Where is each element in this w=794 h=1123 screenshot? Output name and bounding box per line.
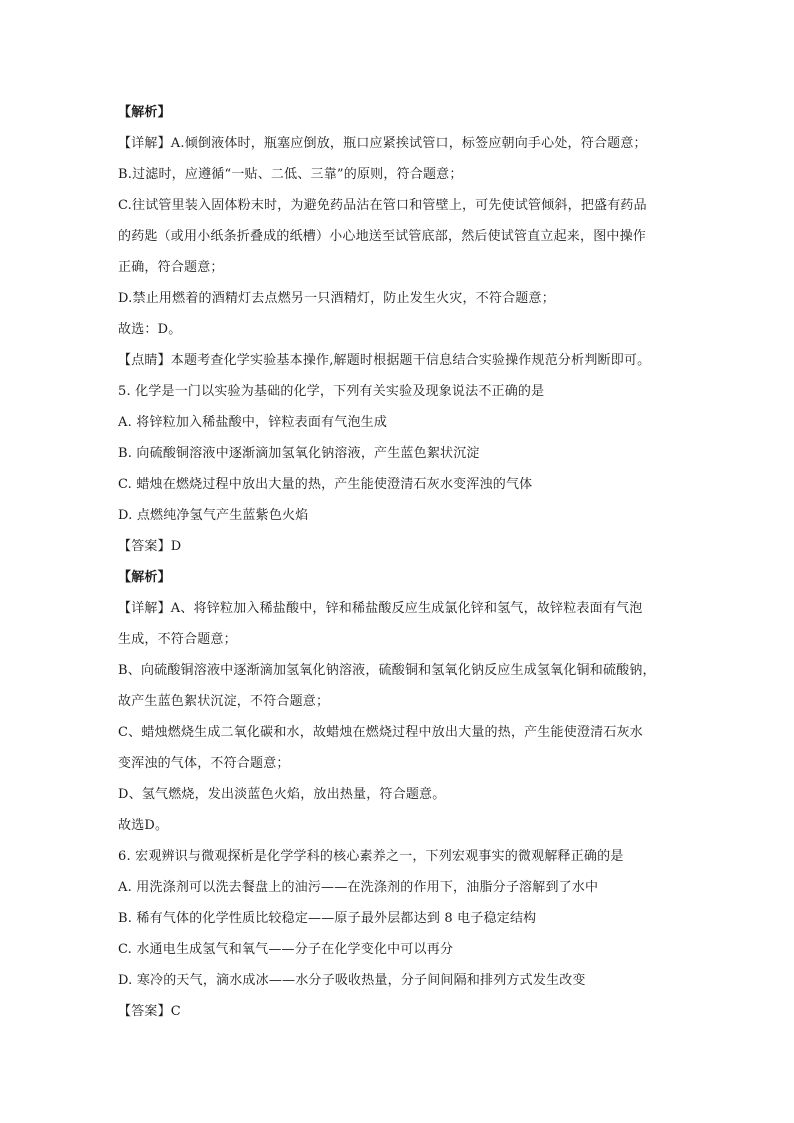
question-6-stem: 6. 宏观辨识与微观探析是化学学科的核心素养之一，下列宏观事实的微观解释正确的是 (118, 849, 624, 864)
question-6-option-c: C. 水通电生成氢气和氧气——分子在化学变化中可以再分 (118, 942, 454, 957)
analysis-heading-2: 【解析】 (118, 570, 171, 585)
question-5-answer: 【答案】D (118, 539, 182, 554)
question-6-option-a: A. 用洗涤剂可以洗去餐盘上的油污——在洗涤剂的作用下，油脂分子溶解到了水中 (118, 880, 599, 895)
detail-5-d: D、氢气燃烧，发出淡蓝色火焰，放出热量，符合题意。 (118, 787, 446, 802)
detail-5-b2: 故产生蓝色絮状沉淀，不符合题意； (118, 694, 330, 709)
detail-5-b1: B、向硫酸铜溶液中逐渐滴加氢氧化钠溶液，硫酸铜和氢氧化钠反应生成氢氧化铜和硫酸钠， (118, 663, 656, 678)
detail-line-b: B.过滤时，应遵循“一贴、二低、三靠”的原则，符合题意； (118, 167, 463, 182)
analysis-heading: 【解析】 (118, 105, 171, 120)
detail-5-c1: C、蜡烛燃烧生成二氧化碳和水，故蜡烛在燃烧过程中放出大量的热，产生能使澄清石灰水 (118, 725, 643, 740)
choice-line-2: 故选D。 (118, 818, 169, 833)
question-6-option-d: D. 寒冷的天气，滴水成冰——水分子吸收热量，分子间间隔和排列方式发生改变 (118, 973, 586, 988)
question-6-answer: 【答案】C (118, 1004, 181, 1019)
detail-line-a: 【详解】A.倾倒液体时，瓶塞应倒放，瓶口应紧挨试管口，标签应朝向手心处，符合题意； (118, 136, 647, 151)
question-5-stem: 5. 化学是一门以实验为基础的化学，下列有关实验及现象说法不正确的是 (118, 384, 545, 399)
detail-line-c3: 正确，符合题意； (118, 260, 224, 275)
detail-line-c2: 的药匙（或用小纸条折叠成的纸槽）小心地送至试管底部，然后使试管直立起来，图中操作 (118, 229, 647, 244)
detail-5-c2: 变浑浊的气体，不符合题意； (118, 756, 290, 771)
detail-line-d: D.禁止用燃着的酒精灯去点燃另一只酒精灯，防止发生火灾，不符合题意； (118, 291, 555, 306)
detail-line-c1: C.往试管里装入固体粉末时，为避免药品沾在管口和管壁上，可先使试管倾斜，把盛有药品 (118, 198, 647, 213)
question-5-option-c: C. 蜡烛在燃烧过程中放出大量的热，产生能使澄清石灰水变浑浊的气体 (118, 477, 533, 492)
choice-line: 故选：D。 (118, 322, 182, 337)
question-6-option-b: B. 稀有气体的化学性质比较稳定——原子最外层都达到 8 电子稳定结构 (118, 911, 537, 926)
detail-5-a1: 【详解】A、将锌粒加入稀盐酸中，锌和稀盐酸反应生成氯化锌和氢气，故锌粒表面有气泡 (118, 601, 643, 616)
question-5-option-b: B. 向硫酸铜溶液中逐渐滴加氢氧化钠溶液，产生蓝色絮状沉淀 (118, 446, 480, 461)
detail-5-a2: 生成，不符合题意； (118, 632, 237, 647)
question-5-option-d: D. 点燃纯净氢气产生蓝紫色火焰 (118, 508, 309, 523)
question-5-option-a: A. 将锌粒加入稀盐酸中，锌粒表面有气泡生成 (118, 415, 388, 430)
comment-line: 【点睛】本题考查化学实验基本操作,解题时根据题干信息结合实验操作规范分析判断即可。 (118, 353, 651, 368)
